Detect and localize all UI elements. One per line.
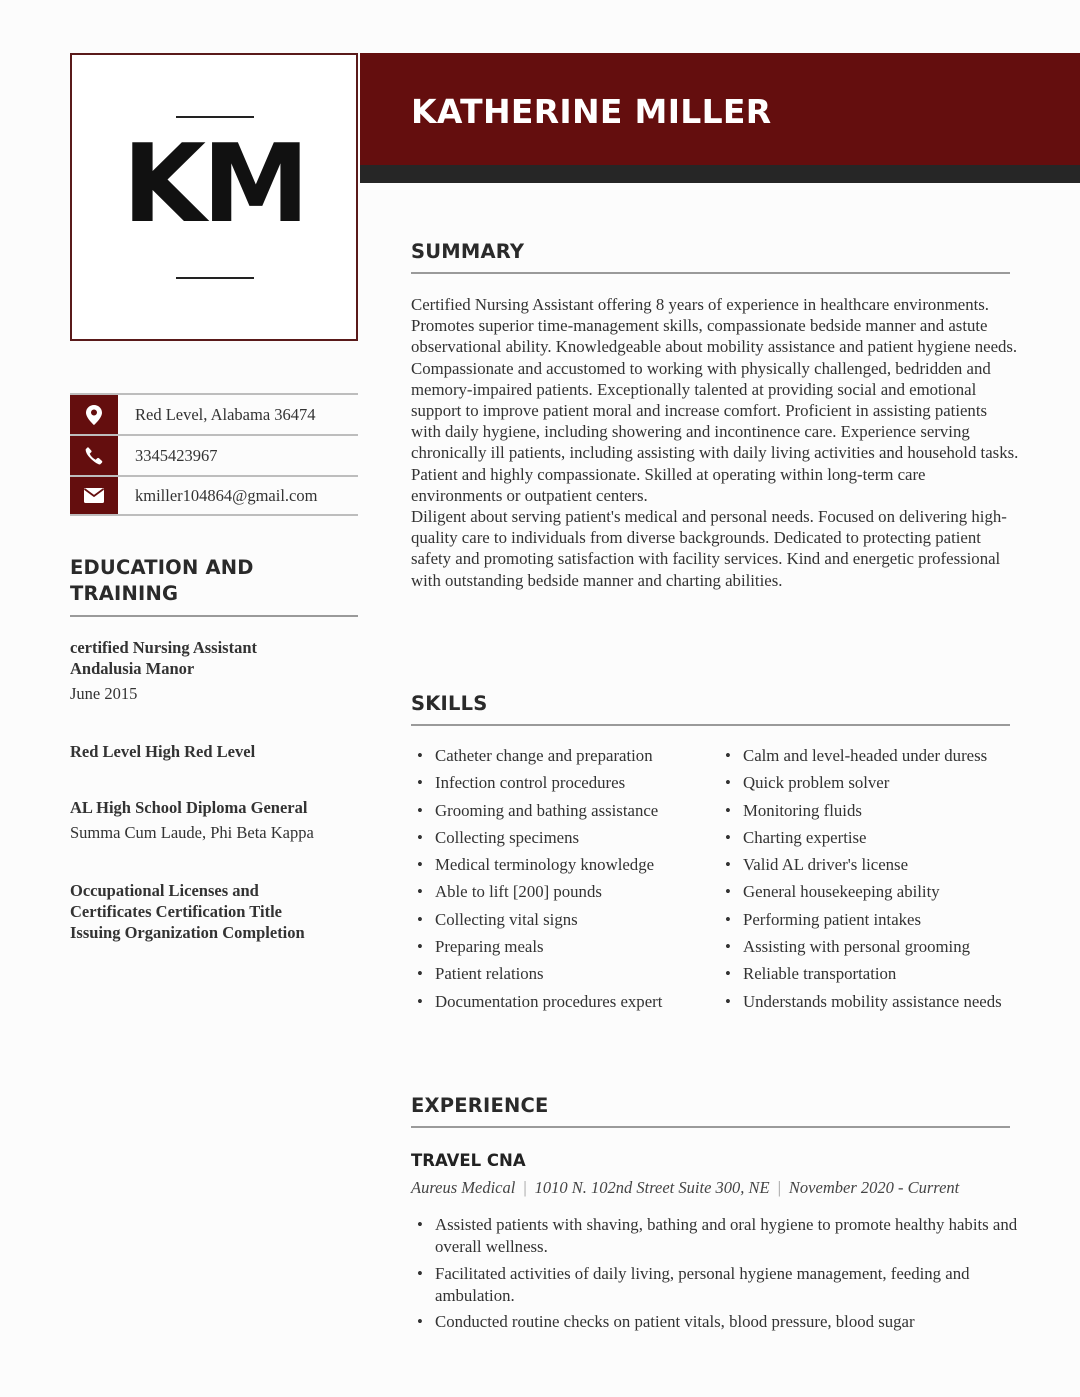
job-dates: November 2020 - Current: [788, 1178, 960, 1197]
skill-item: • Monitoring fluids: [719, 800, 1019, 822]
job-location: 1010 N. 102nd Street Suite 300, NE: [534, 1178, 770, 1197]
experience-rule: [411, 1126, 1010, 1128]
summary-paragraph: Diligent about serving patient's medical and personal needs. Focused on delivering high-quality care to individuals from diverse backgrounds. Dedicated to protecting patient safety and promoting satisfaction with facility services. Kind and energetic professional with outstanding bedside manner and charting abilities.: [411, 507, 1007, 590]
skill-item: • General housekeeping ability: [719, 881, 1019, 903]
skill-item: • Quick problem solver: [719, 772, 1019, 794]
experience-heading: EXPERIENCE: [411, 1094, 549, 1117]
envelope-icon: [70, 477, 118, 514]
skill-item: • Performing patient intakes: [719, 909, 1019, 931]
monogram-bottom-rule: [176, 277, 254, 279]
location-pin-icon: [70, 395, 118, 434]
contact-list: [70, 393, 358, 516]
skill-item: • Documentation procedures expert: [411, 991, 711, 1013]
skill-item: • Able to lift [200] pounds: [411, 881, 711, 903]
contact-address: Red Level, Alabama 36474: [135, 404, 316, 424]
phone-icon: [70, 436, 118, 475]
education-heading-line2: TRAINING: [70, 582, 179, 605]
skill-item: • Patient relations: [411, 963, 711, 985]
education-license-line: Issuing Organization Completion: [70, 923, 305, 942]
summary-paragraph: Compassionate and accustomed to working with physically challenged, bedridden and memory-impaired patients. Exceptionally talented at providing social and emotional support to improve patient moral and increase comfort. Proficient in assisting patients with daily hygiene, including showering and incontinence care. Experience serving chronically ill patients, including assisting with daily living activities and household tasks. Patient and highly compassionate. Skilled at operating within long-term care environments or outpatient centers.: [411, 358, 1019, 505]
education-heading: [70, 555, 254, 607]
summary-rule: [411, 272, 1010, 274]
education-degree: certified Nursing Assistant: [70, 638, 257, 657]
skills-list-right: [719, 745, 1019, 1018]
skill-item: • Catheter change and preparation: [411, 745, 711, 767]
education-rule: [70, 615, 358, 617]
skill-item: • Medical terminology knowledge: [411, 854, 711, 876]
contact-phone[interactable]: 3345423967: [135, 445, 218, 465]
education-license-line: Occupational Licenses and: [70, 881, 259, 900]
education-degree: AL High School Diploma General: [70, 798, 308, 817]
education-entry: [70, 637, 370, 704]
contact-email[interactable]: kmiller104864@gmail.com: [135, 485, 318, 505]
contact-phone-row: [70, 434, 358, 475]
contact-address-row: [70, 393, 358, 434]
skill-item: • Charting expertise: [719, 827, 1019, 849]
education-school: Andalusia Manor: [70, 659, 195, 678]
summary-body: [411, 294, 1021, 591]
education-date: June 2015: [70, 684, 138, 703]
education-license-line: Certificates Certification Title: [70, 902, 282, 921]
candidate-name: KATHERINE MILLER: [411, 92, 772, 131]
job-bullet: • Facilitated activities of daily living, personal hygiene management, feeding and ambulation.: [411, 1263, 1021, 1307]
job-meta: Aureus Medical | 1010 N. 102nd Street Suite 300, NE | November 2020 - Current: [411, 1178, 960, 1197]
job-bullet: • Conducted routine checks on patient vitals, blood pressure, blood sugar: [411, 1311, 1021, 1333]
skill-item: • Grooming and bathing assistance: [411, 800, 711, 822]
skill-item: • Reliable transportation: [719, 963, 1019, 985]
job-bullet: • Assisted patients with shaving, bathing and oral hygiene to promote healthy habits and overall wellness.: [411, 1214, 1021, 1258]
skill-item: • Valid AL driver's license: [719, 854, 1019, 876]
monogram-initials: KM: [122, 122, 306, 247]
contact-email-row: [70, 475, 358, 516]
summary-paragraph: Certified Nursing Assistant offering 8 years of experience in healthcare environments. Promotes superior time-management skills, compassionate bedside manner and astute observational ability. Knowledgeable about mobility assistance and patient hygiene needs.: [411, 295, 1018, 357]
education-school: Red Level High Red Level: [70, 742, 256, 761]
skill-item: • Infection control procedures: [411, 772, 711, 794]
skills-list-left: [411, 745, 711, 1018]
summary-heading: SUMMARY: [411, 240, 525, 263]
header-dark-band: [360, 165, 1080, 183]
monogram-top-rule: [176, 116, 254, 118]
education-entry: [70, 797, 370, 843]
skills-heading: SKILLS: [411, 692, 488, 715]
skill-item: • Calm and level-headed under duress: [719, 745, 1019, 767]
monogram-box: [70, 53, 358, 341]
education-honors: Summa Cum Laude, Phi Beta Kappa: [70, 823, 314, 842]
skill-item: • Preparing meals: [411, 936, 711, 958]
education-entry: [70, 741, 370, 762]
education-heading-line1: EDUCATION AND: [70, 556, 254, 579]
skills-rule: [411, 724, 1010, 726]
skill-item: • Collecting specimens: [411, 827, 711, 849]
job-title: TRAVEL CNA: [411, 1151, 526, 1170]
job-bullets: [411, 1214, 1021, 1338]
skill-item: • Understands mobility assistance needs: [719, 991, 1019, 1013]
skill-item: • Assisting with personal grooming: [719, 936, 1019, 958]
education-entry: [70, 880, 370, 943]
skill-item: • Collecting vital signs: [411, 909, 711, 931]
job-company: Aureus Medical: [411, 1178, 516, 1197]
